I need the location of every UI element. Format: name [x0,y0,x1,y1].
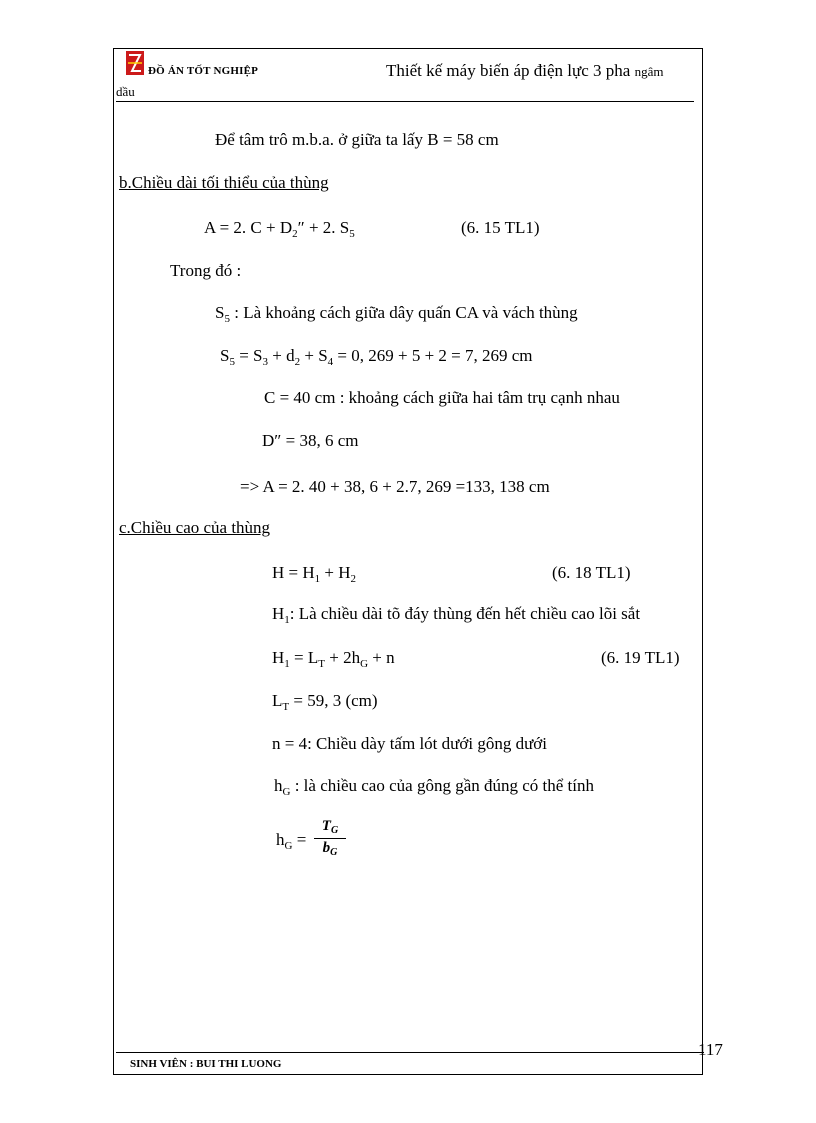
header-right-title-cont: dầu [116,84,135,99]
equation-H: $H = H_1 + H_2$ [272,563,357,585]
heading-c: c.Chiều cao của thùng [119,518,271,537]
hg-description: $h_G$ : là chiều cao của gông gần đúng có thể tính [274,776,594,798]
c-line: C = 40 cm : khoảng cách giữa hai tâm trụ cạnh nhau [264,388,620,407]
a-result: => A = 2. 40 + 38, 6 + 2.7, 269 =133, 138 cm [240,477,550,496]
header-left-title: ĐỒ ÁN TỐT NGHIỆP [148,65,259,77]
d-line: D″ = 38, 6 cm [262,431,359,450]
footer-divider [116,1052,694,1053]
equation-H1-ref: (6. 19 TL1) [601,648,680,667]
n-line: n = 4: Chiều dày tấm lót dưới gông dưới [272,734,548,753]
footer-student: SINH VIÊN : BUI THI LUONG [130,1058,282,1070]
logo-icon [125,50,145,76]
line-b-value: Để tâm trô m.b.a. ở giữa ta lấy B = 58 cm [215,130,499,149]
heading-b: b.Chiều dài tối thiểu của thùng [119,173,329,192]
equation-A-ref: (6. 15 TL1) [461,218,540,237]
page-frame [113,48,703,1075]
equation-A: A = 2. $C + D_2'' + 2$. $S_5$ [204,218,355,240]
header-divider [116,101,694,102]
header-right-title: Thiết kế máy biến áp điện lực 3 pha ngâm [386,61,664,80]
lt-line: $L_T = 59$, 3 (cm) [272,691,378,713]
hg-equation-lhs: $h_G$ = [276,830,307,852]
fraction-denominator: $b_G$ [322,840,338,858]
s5-equation: $S_5 = S_3 + d_2 + S_4 = 0$, 269 + 5 + 2 = 7, 269 cm [220,346,533,368]
equation-H1: $H_1 = L_T + 2h_G + n$ [272,648,395,670]
fraction-numerator: $T_G$ [314,818,346,839]
hg-fraction [314,818,346,858]
equation-H-ref: (6. 18 TL1) [552,563,631,582]
h1-description: $H_1$: Là chiều dài tõ đáy thùng đến hết chiều cao lõi sắt [272,604,641,626]
s5-description: $S_5$ : Là khoảng cách giữa dây quấn CA và vách thùng [215,303,578,325]
trong-do: Trong đó : [170,261,242,280]
page-number: 117 [698,1040,723,1059]
